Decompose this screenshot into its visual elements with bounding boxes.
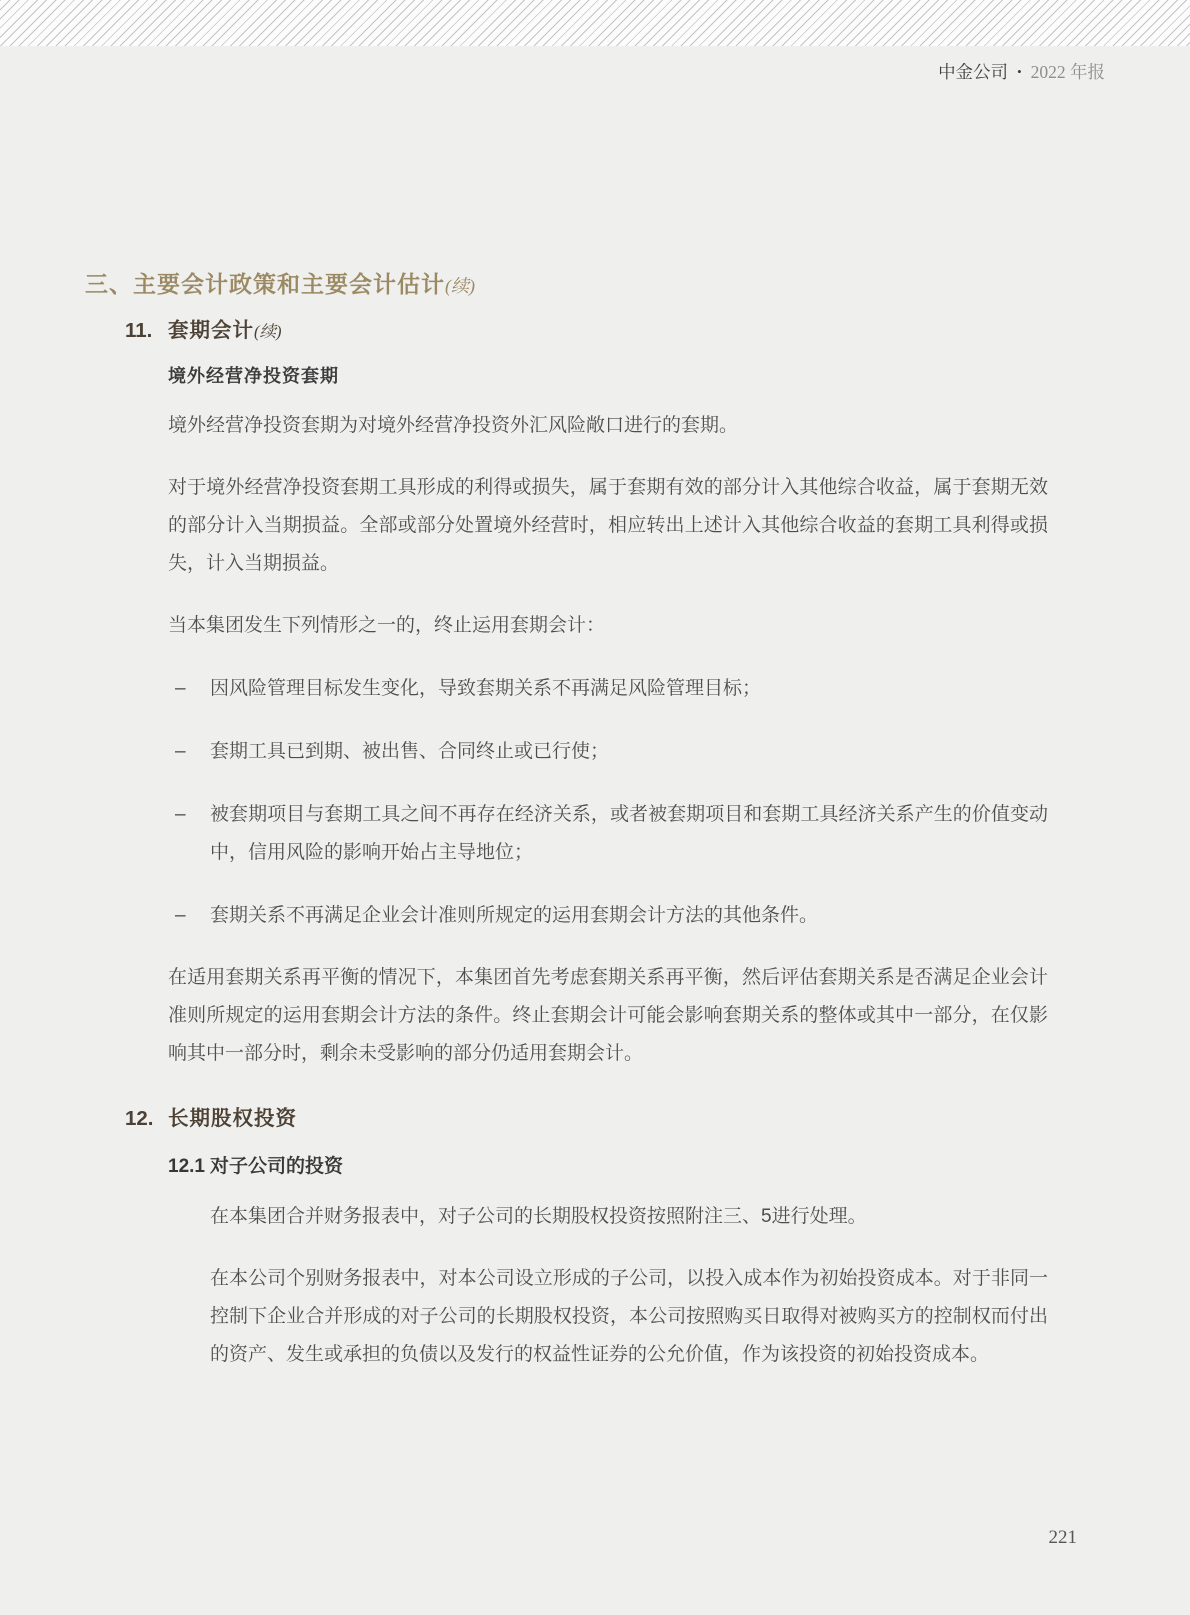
paragraph: 对于境外经营净投资套期工具形成的利得或损失，属于套期有效的部分计入其他综合收益，属于套期无效的部分计入当期损益。全部或部分处置境外经营时，相应转出上述计入其他综合收益的套期工具利得或损失，计入当期损益。 xyxy=(168,477,1048,574)
heading-12-1 xyxy=(168,1153,1190,1180)
heading-11-number: 11. xyxy=(125,319,153,342)
paragraph: 在本公司个别财务报表中，对本公司设立形成的子公司，以投入成本作为初始投资成本。对于非同一控制下企业合并形成的对子公司的长期股权投资，本公司按照购买日取得对被购买方的控制权而付出的资产、发生或承担的负债以及发行的权益性证券的公允价值，作为该投资的初始投资成本。 xyxy=(210,1268,1048,1365)
list-item xyxy=(168,897,1048,935)
heading-12-1-title: 对子公司的投资 xyxy=(210,1156,344,1177)
paragraph: 当本集团发生下列情形之一的，终止运用套期会计： xyxy=(168,615,606,636)
header-separator-dot: • xyxy=(1017,64,1022,79)
bullet-dash-marker: – xyxy=(175,678,186,699)
list-item xyxy=(168,670,1048,708)
bullet-dash-marker: – xyxy=(175,905,186,926)
paragraph: 在本集团合并财务报表中，对子公司的长期股权投资按照附注三、5进行处理。 xyxy=(210,1206,867,1227)
section-title-text: 主要会计政策和主要会计估计 xyxy=(133,271,445,297)
list-item xyxy=(168,733,1048,771)
section-continued-note: (续) xyxy=(445,276,475,296)
bullet-dash-marker: – xyxy=(175,804,186,825)
heading-12-number: 12. xyxy=(125,1107,154,1130)
heading-11-title-text: 套期会计 xyxy=(168,319,254,342)
list-item-text: 被套期项目与套期工具之间不再存在经济关系，或者被套期项目和套期工具经济关系产生的价值变动中，信用风险的影响开始占主导地位； xyxy=(210,804,1048,863)
header-company-name: 中金公司 xyxy=(938,62,1009,82)
header-report-year: 2022 年报 xyxy=(1030,62,1105,82)
paragraph: 在适用套期关系再平衡的情况下，本集团首先考虑套期关系再平衡，然后评估套期关系是否满足企业会计准则所规定的运用套期会计方法的条件。终止套期会计可能会影响套期关系的整体或其中一部分，在仅影响其中一部分时，剩余未受影响的部分仍适用套期会计。 xyxy=(168,967,1048,1064)
page-header xyxy=(0,61,1190,83)
list-item-text: 套期关系不再满足企业会计准则所规定的运用套期会计方法的其他条件。 xyxy=(210,905,819,926)
list-item-text: 套期工具已到期、被出售、合同终止或已行使； xyxy=(210,741,610,762)
heading-12 xyxy=(85,1105,1190,1133)
page-number: 221 xyxy=(1048,1527,1077,1548)
heading-11 xyxy=(85,317,1190,346)
section-12-1-body xyxy=(210,1198,1048,1374)
subheading-net-investment-hedge: 境外经营净投资套期 xyxy=(168,366,339,386)
page-content xyxy=(85,269,1190,1374)
heading-11-title xyxy=(168,317,282,346)
section-11-body xyxy=(168,407,1048,1073)
heading-11-continued-note: (续) xyxy=(254,322,282,341)
section-number: 三、 xyxy=(85,271,133,297)
diagonal-hatch-band xyxy=(0,0,1190,46)
list-item-text: 因风险管理目标发生变化，导致套期关系不再满足风险管理目标； xyxy=(210,678,762,699)
heading-12-title: 长期股权投资 xyxy=(168,1107,297,1130)
paragraph: 境外经营净投资套期为对境外经营净投资外汇风险敞口进行的套期。 xyxy=(168,415,739,436)
bullet-dash-marker: – xyxy=(175,741,186,762)
heading-12-1-number: 12.1 xyxy=(168,1156,205,1177)
section-heading xyxy=(85,269,1190,301)
list-item xyxy=(168,796,1048,872)
